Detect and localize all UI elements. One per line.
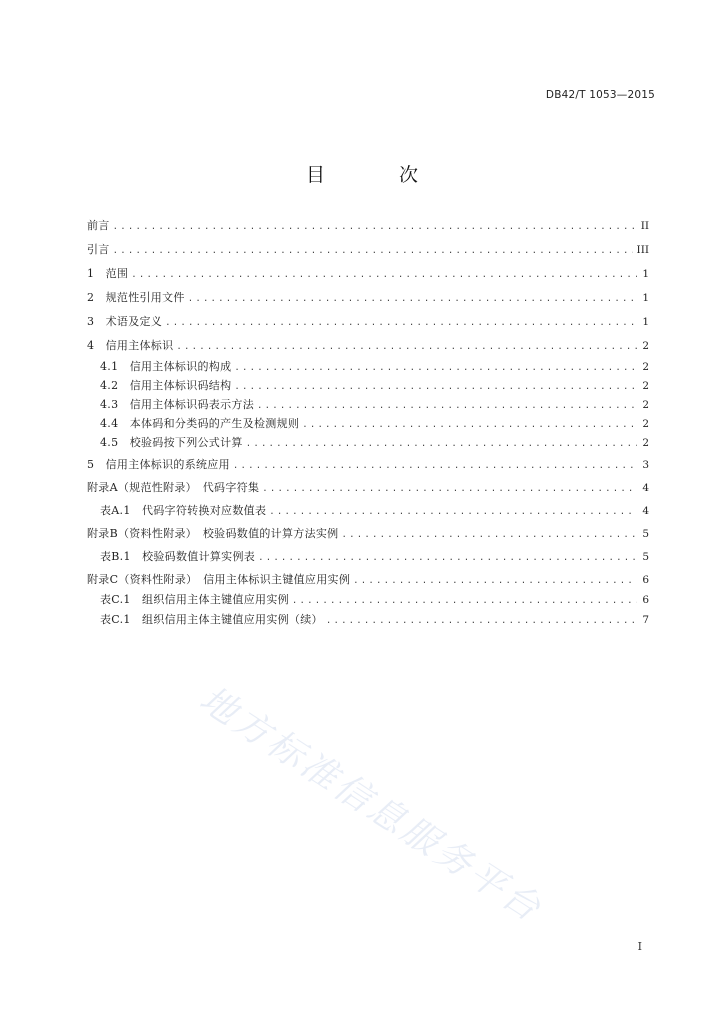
- toc-leader-dots: [113, 243, 633, 259]
- toc-entry[interactable]: [87, 416, 649, 432]
- toc-entry-label: 引言: [87, 243, 110, 256]
- toc-leader-dots: [353, 573, 637, 589]
- toc-entry-page: 1: [642, 316, 649, 328]
- toc-leader-dots: [341, 527, 637, 543]
- toc-entry[interactable]: [87, 526, 649, 542]
- watermark: 地方标准信息服务平台: [192, 678, 551, 932]
- toc-entry-page: 1: [642, 268, 649, 280]
- toc-entry-label: 5 信用主体标识的系统应用: [87, 458, 230, 471]
- toc-leader-dots: [234, 360, 637, 376]
- toc-entry-label: 表C.1 组织信用主体主键值应用实例（续）: [100, 613, 323, 626]
- toc-leader-dots: [113, 219, 637, 235]
- toc-leader-dots: [302, 417, 637, 433]
- page-number: I: [637, 940, 642, 953]
- toc-leader-dots: [131, 267, 637, 283]
- table-of-contents: [87, 218, 649, 628]
- toc-entry-page: 2: [642, 437, 649, 449]
- toc-leader-dots: [269, 504, 637, 520]
- toc-entry-label: 4.2 信用主体标识码结构: [100, 379, 232, 392]
- toc-entry[interactable]: [87, 503, 649, 519]
- toc-entry-page: 5: [642, 551, 649, 563]
- toc-entry-page: 6: [642, 574, 649, 586]
- toc-entry[interactable]: [87, 266, 649, 282]
- toc-entry-label: 1 范围: [87, 267, 129, 280]
- toc-entry-label: 前言: [87, 219, 110, 232]
- toc-leader-dots: [258, 550, 637, 566]
- toc-entry-page: 6: [642, 594, 649, 606]
- toc-leader-dots: [326, 613, 637, 629]
- toc-entry-label: 3 术语及定义: [87, 315, 163, 328]
- toc-entry-label: 附录B（资料性附录） 校验码数值的计算方法实例: [87, 527, 339, 540]
- page-title: 目 次: [305, 164, 453, 186]
- toc-entry-page: 5: [642, 528, 649, 540]
- toc-leader-dots: [262, 481, 637, 497]
- toc-leader-dots: [234, 379, 637, 395]
- toc-entry-page: 4: [642, 482, 649, 494]
- toc-entry-page: 1: [642, 292, 649, 304]
- toc-entry-page: 7: [642, 614, 649, 626]
- document-code: DB42/T 1053—2015: [545, 89, 655, 101]
- toc-entry-page: 2: [642, 380, 649, 392]
- toc-entry[interactable]: [87, 338, 649, 354]
- toc-leader-dots: [176, 339, 637, 355]
- toc-entry[interactable]: [87, 290, 649, 306]
- toc-entry[interactable]: [87, 314, 649, 330]
- toc-entry-label: 4.1 信用主体标识的构成: [100, 360, 232, 373]
- toc-entry[interactable]: [87, 480, 649, 496]
- toc-entry[interactable]: [87, 612, 649, 628]
- toc-entry-page: 2: [642, 340, 649, 352]
- toc-entry[interactable]: [87, 435, 649, 451]
- toc-leader-dots: [165, 315, 637, 331]
- toc-leader-dots: [233, 458, 637, 474]
- toc-entry[interactable]: [87, 218, 649, 234]
- toc-leader-dots: [292, 593, 637, 609]
- toc-entry-page: 4: [642, 505, 649, 517]
- toc-leader-dots: [257, 398, 637, 414]
- toc-entry[interactable]: [87, 592, 649, 608]
- toc-entry[interactable]: [87, 549, 649, 565]
- toc-leader-dots: [246, 436, 637, 452]
- toc-entry[interactable]: [87, 242, 649, 258]
- toc-entry-page: 2: [642, 361, 649, 373]
- toc-entry[interactable]: [87, 457, 649, 473]
- toc-entry[interactable]: [87, 572, 649, 588]
- toc-entry-page: 3: [642, 459, 649, 471]
- toc-entry-label: 表B.1 校验码数值计算实例表: [100, 550, 256, 563]
- toc-entry[interactable]: [87, 397, 649, 413]
- toc-entry-label: 附录C（资料性附录） 信用主体标识主键值应用实例: [87, 573, 351, 586]
- toc-entry-label: 表C.1 组织信用主体主键值应用实例: [100, 593, 289, 606]
- toc-entry-label: 2 规范性引用文件: [87, 291, 185, 304]
- toc-entry-label: 表A.1 代码字符转换对应数值表: [100, 504, 267, 517]
- toc-entry-page: 2: [642, 399, 649, 411]
- toc-entry-page: 2: [642, 418, 649, 430]
- toc-entry[interactable]: [87, 359, 649, 375]
- toc-entry-label: 4.4 本体码和分类码的产生及检测规则: [100, 417, 300, 430]
- toc-entry-label: 4 信用主体标识: [87, 339, 174, 352]
- toc-entry-page: II: [640, 220, 649, 232]
- toc-entry-page: III: [636, 244, 649, 256]
- toc-entry[interactable]: [87, 378, 649, 394]
- toc-entry-label: 4.3 信用主体标识码表示方法: [100, 398, 254, 411]
- toc-entry-label: 附录A（规范性附录） 代码字符集: [87, 481, 260, 494]
- toc-leader-dots: [188, 291, 637, 307]
- toc-entry-label: 4.5 校验码按下列公式计算: [100, 436, 243, 449]
